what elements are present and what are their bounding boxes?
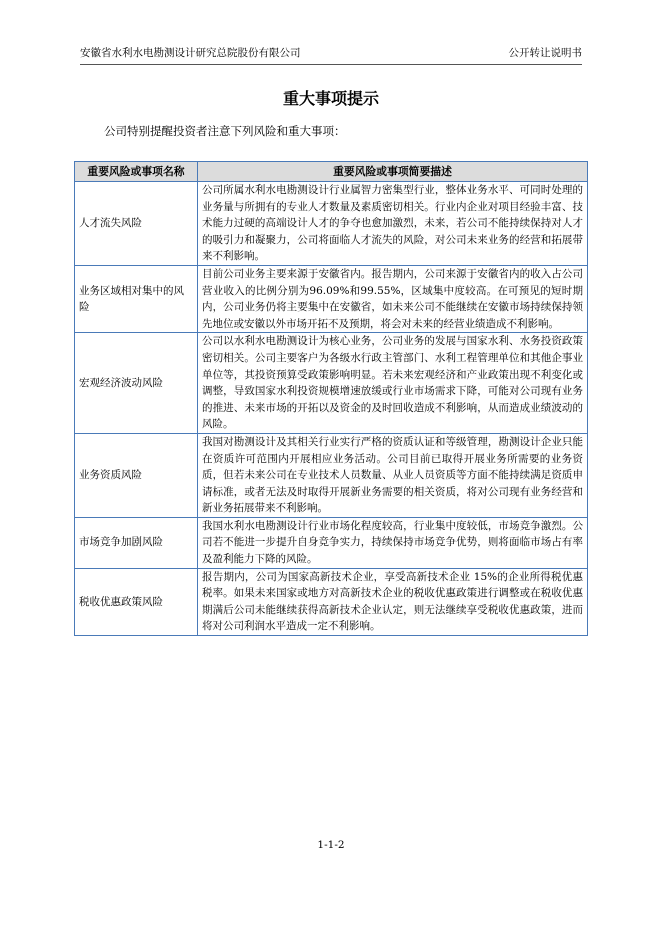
risk-name-cell: 人才流失风险	[75, 182, 198, 266]
risk-description-cell: 公司所属水利水电勘测设计行业属智力密集型行业，整体业务水平、可同时处理的业务量与所拥有的专业人才数量及素质密切相关。行业内企业对项目经验丰富、技术能力过硬的高端设计人才的争夺也愈加激烈，未来，若公司不能持续保持对人才的吸引力和凝聚力，公司将面临人才流失的风险，对公司未来业务的经营和拓展带来不利影响。	[198, 182, 588, 266]
table-row	[75, 568, 588, 635]
risk-description-cell: 公司以水利水电勘测设计为核心业务，公司业务的发展与国家水利、水务投资政策密切相关。公司主要客户为各级水行政主管部门、水利工程管理单位和其他企事业单位等，其投资预算受政策影响明显。若未来宏观经济和产业政策出现不利变化或调整，导致国家水利投资规模增速放缓或行业市场需求下降，可能对公司现有业务的推进、未来市场的开拓以及资金的及时回收造成不利影响，从而造成业绩波动的风险。	[198, 333, 588, 434]
table-row	[75, 333, 588, 434]
column-header-risk-name: 重要风险或事项名称	[75, 162, 198, 182]
risk-name-cell: 业务区域相对集中的风险	[75, 265, 198, 332]
risk-name-cell: 税收优惠政策风险	[75, 568, 198, 635]
risk-table	[74, 161, 588, 636]
intro-paragraph: 公司特别提醒投资者注意下列风险和重大事项：	[104, 124, 346, 138]
page-title: 重大事项提示	[282, 89, 379, 108]
header-document-type: 公开转让说明书	[508, 47, 582, 59]
page-header	[80, 44, 582, 65]
table-row	[75, 265, 588, 332]
risk-name-cell: 宏观经济波动风险	[75, 333, 198, 434]
risk-description-cell: 目前公司业务主要来源于安徽省内。报告期内，公司来源于安徽省内的收入占公司营业收入的比例分别为96.09%和99.55%，区域集中度较高。在可预见的短时期内，公司业务仍将主要集中在安徽省，如未来公司不能继续在安徽市场持续保持领先地位或安徽以外市场开拓不及预期，将会对未来的经营业绩造成不利影响。	[198, 265, 588, 332]
page-number: 1-1-2	[317, 839, 345, 851]
risk-name-cell: 市场竞争加剧风险	[75, 517, 198, 568]
table-row	[75, 433, 588, 517]
column-header-risk-description: 重要风险或事项简要描述	[198, 162, 588, 182]
risk-description-cell: 我国水利水电勘测设计行业市场化程度较高，行业集中度较低，市场竞争激烈。公司若不能进一步提升自身竞争实力，持续保持市场竞争优势，则将面临市场占有率及盈利能力下降的风险。	[198, 517, 588, 568]
header-company-name: 安徽省水利水电勘测设计研究总院股份有限公司	[80, 47, 301, 59]
risk-description-cell: 报告期内，公司为国家高新技术企业，享受高新技术企业 15%的企业所得税优惠税率。如果未来国家或地方对高新技术企业的税收优惠政策进行调整或在税收优惠期满后公司未能继续获得高新技术企业认定，则无法继续享受税收优惠政策，进而将对公司利润水平造成一定不利影响。	[198, 568, 588, 635]
table-row	[75, 182, 588, 266]
risk-description-cell: 我国对勘测设计及其相关行业实行严格的资质认证和等级管理，勘测设计企业只能在资质许可范围内开展相应业务活动。公司目前已取得开展业务所需要的业务资质，但若未来公司在专业技术人员数量、从业人员资质等方面不能持续满足资质申请标准，或者无法及时取得开展新业务需要的相关资质，将对公司现有业务经营和新业务拓展带来不利影响。	[198, 433, 588, 517]
risk-table-header-row	[75, 162, 588, 182]
risk-name-cell: 业务资质风险	[75, 433, 198, 517]
table-row	[75, 517, 588, 568]
